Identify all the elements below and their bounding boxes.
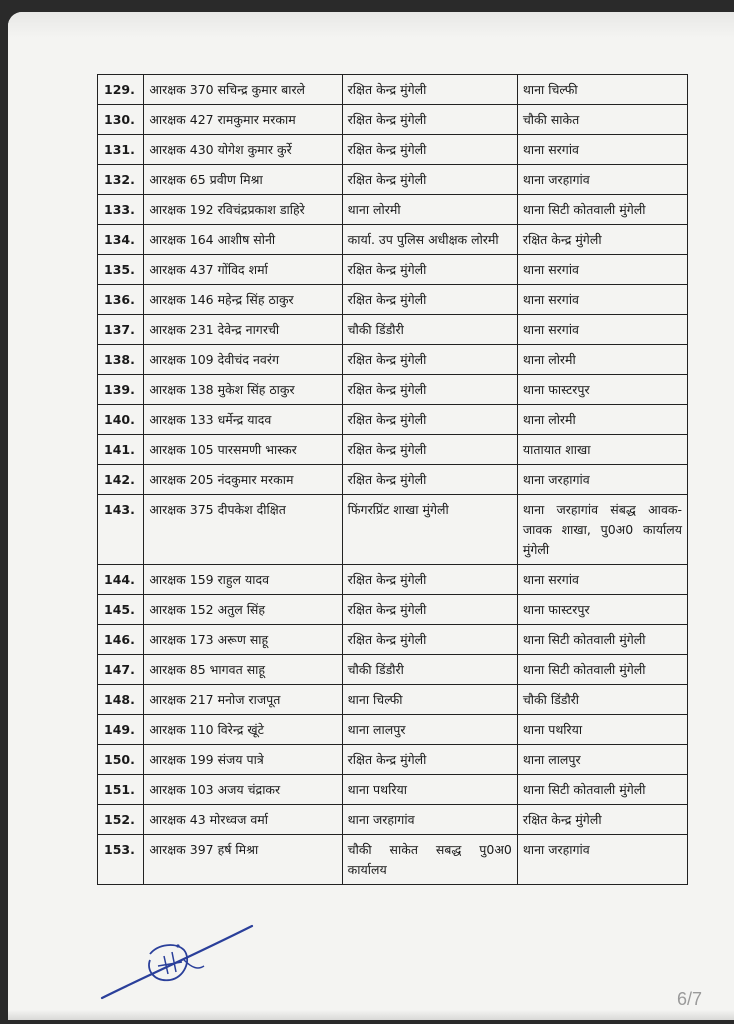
- posted-to: थाना सरगांव: [517, 565, 687, 595]
- page-number: 6/7: [676, 989, 702, 1009]
- serial-number: 140.: [98, 405, 144, 435]
- table-row: [98, 105, 688, 135]
- posted-to: थाना चिल्फी: [517, 75, 687, 105]
- posted-to: रक्षित केन्द्र मुंगेली: [517, 225, 687, 255]
- posted-to: थाना फास्टरपुर: [517, 375, 687, 405]
- transfer-table-body: [98, 75, 688, 885]
- employee-name: आरक्षक 133 धर्मेन्द्र यादव: [144, 405, 342, 435]
- posted-to: थाना लोरमी: [517, 345, 687, 375]
- table-row: [98, 655, 688, 685]
- employee-name: आरक्षक 110 विरेन्द्र खूंटे: [144, 715, 342, 745]
- employee-name: आरक्षक 427 रामकुमार मरकाम: [144, 105, 342, 135]
- posted-from: रक्षित केन्द्र मुंगेली: [342, 285, 517, 315]
- posted-to: यातायात शाखा: [517, 435, 687, 465]
- serial-number: 150.: [98, 745, 144, 775]
- table-row: [98, 225, 688, 255]
- table-row: [98, 835, 688, 885]
- posted-to: थाना सरगांव: [517, 315, 687, 345]
- posted-to: थाना सिटी कोतवाली मुंगेली: [517, 625, 687, 655]
- table-row: [98, 495, 688, 565]
- employee-name: आरक्षक 85 भागवत साहू: [144, 655, 342, 685]
- table-row: [98, 315, 688, 345]
- table-row: [98, 165, 688, 195]
- posted-to: थाना सरगांव: [517, 255, 687, 285]
- posted-from: रक्षित केन्द्र मुंगेली: [342, 255, 517, 285]
- table-row: [98, 195, 688, 225]
- posted-from: रक्षित केन्द्र मुंगेली: [342, 405, 517, 435]
- serial-number: 148.: [98, 685, 144, 715]
- serial-number: 131.: [98, 135, 144, 165]
- serial-number: 137.: [98, 315, 144, 345]
- posted-to: थाना फास्टरपुर: [517, 595, 687, 625]
- serial-number: 134.: [98, 225, 144, 255]
- table-row: [98, 405, 688, 435]
- serial-number: 151.: [98, 775, 144, 805]
- posted-from: चौकी साकेत सबद्ध पु0अ0 कार्यालय: [342, 835, 517, 885]
- posted-from: रक्षित केन्द्र मुंगेली: [342, 75, 517, 105]
- posted-from: रक्षित केन्द्र मुंगेली: [342, 345, 517, 375]
- posted-from: रक्षित केन्द्र मुंगेली: [342, 375, 517, 405]
- employee-name: आरक्षक 437 गोंविद शर्मा: [144, 255, 342, 285]
- posted-from: रक्षित केन्द्र मुंगेली: [342, 595, 517, 625]
- serial-number: 139.: [98, 375, 144, 405]
- employee-name: आरक्षक 152 अतुल सिंह: [144, 595, 342, 625]
- posted-from: रक्षित केन्द्र मुंगेली: [342, 745, 517, 775]
- document-page: [8, 12, 734, 1020]
- table-row: [98, 685, 688, 715]
- posted-from: कार्या. उप पुलिस अधीक्षक लोरमी: [342, 225, 517, 255]
- employee-name: आरक्षक 173 अरूण साहू: [144, 625, 342, 655]
- posted-from: थाना लालपुर: [342, 715, 517, 745]
- posted-from: रक्षित केन्द्र मुंगेली: [342, 435, 517, 465]
- employee-name: आरक्षक 397 हर्ष मिश्रा: [144, 835, 342, 885]
- employee-name: आरक्षक 138 मुकेश सिंह ठाकुर: [144, 375, 342, 405]
- posted-from: फिंगरप्रिंट शाखा मुंगेली: [342, 495, 517, 565]
- table-row: [98, 435, 688, 465]
- table-row: [98, 75, 688, 105]
- serial-number: 133.: [98, 195, 144, 225]
- table-row: [98, 375, 688, 405]
- employee-name: आरक्षक 370 सचिन्द्र कुमार बारले: [144, 75, 342, 105]
- employee-name: आरक्षक 164 आशीष सोनी: [144, 225, 342, 255]
- posted-to: थाना सिटी कोतवाली मुंगेली: [517, 195, 687, 225]
- posted-from: रक्षित केन्द्र मुंगेली: [342, 465, 517, 495]
- posted-from: रक्षित केन्द्र मुंगेली: [342, 165, 517, 195]
- serial-number: 145.: [98, 595, 144, 625]
- table-row: [98, 465, 688, 495]
- serial-number: 142.: [98, 465, 144, 495]
- posted-to: चौकी साकेत: [517, 105, 687, 135]
- employee-name: आरक्षक 65 प्रवीण मिश्रा: [144, 165, 342, 195]
- posted-from: थाना लोरमी: [342, 195, 517, 225]
- serial-number: 149.: [98, 715, 144, 745]
- table-row: [98, 135, 688, 165]
- posted-from: चौकी डिंडौरी: [342, 655, 517, 685]
- posted-to: थाना सिटी कोतवाली मुंगेली: [517, 775, 687, 805]
- posted-to: रक्षित केन्द्र मुंगेली: [517, 805, 687, 835]
- posted-to: थाना पथरिया: [517, 715, 687, 745]
- posted-to: थाना सरगांव: [517, 285, 687, 315]
- serial-number: 138.: [98, 345, 144, 375]
- table-row: [98, 345, 688, 375]
- employee-name: आरक्षक 205 नंदकुमार मरकाम: [144, 465, 342, 495]
- serial-number: 146.: [98, 625, 144, 655]
- employee-name: आरक्षक 192 रविचंद्रप्रकाश डाहिरे: [144, 195, 342, 225]
- table-row: [98, 625, 688, 655]
- posted-to: थाना सिटी कोतवाली मुंगेली: [517, 655, 687, 685]
- employee-name: आरक्षक 109 देवीचंद नवरंग: [144, 345, 342, 375]
- employee-name: आरक्षक 217 मनोज राजपूत: [144, 685, 342, 715]
- posted-to: थाना लालपुर: [517, 745, 687, 775]
- posted-from: रक्षित केन्द्र मुंगेली: [342, 625, 517, 655]
- employee-name: आरक्षक 43 मोरध्वज वर्मा: [144, 805, 342, 835]
- table-row: [98, 595, 688, 625]
- table-row: [98, 745, 688, 775]
- posted-to: थाना जरहागांव: [517, 465, 687, 495]
- serial-number: 144.: [98, 565, 144, 595]
- posted-to: थाना जरहागांव संबद्ध आवक-जावक शाखा, पु0अ0 कार्यालय मुंगेली: [517, 495, 687, 565]
- table-row: [98, 775, 688, 805]
- employee-name: आरक्षक 430 योगेश कुमार कुर्रे: [144, 135, 342, 165]
- employee-name: आरक्षक 375 दीपकेश दीक्षित: [144, 495, 342, 565]
- posted-from: रक्षित केन्द्र मुंगेली: [342, 105, 517, 135]
- posted-to: थाना लोरमी: [517, 405, 687, 435]
- posted-to: थाना सरगांव: [517, 135, 687, 165]
- table-row: [98, 255, 688, 285]
- serial-number: 153.: [98, 835, 144, 885]
- table-row: [98, 565, 688, 595]
- posted-to: थाना जरहागांव: [517, 165, 687, 195]
- posted-from: थाना जरहागांव: [342, 805, 517, 835]
- serial-number: 136.: [98, 285, 144, 315]
- table-row: [98, 285, 688, 315]
- serial-number: 130.: [98, 105, 144, 135]
- employee-name: आरक्षक 105 पारसमणी भास्कर: [144, 435, 342, 465]
- page-bottom-edge: [8, 1010, 734, 1020]
- posted-to: थाना जरहागांव: [517, 835, 687, 885]
- employee-name: आरक्षक 159 राहुल यादव: [144, 565, 342, 595]
- posted-from: रक्षित केन्द्र मुंगेली: [342, 135, 517, 165]
- serial-number: 143.: [98, 495, 144, 565]
- serial-number: 152.: [98, 805, 144, 835]
- serial-number: 147.: [98, 655, 144, 685]
- employee-name: आरक्षक 146 महेन्द्र सिंह ठाकुर: [144, 285, 342, 315]
- posted-from: थाना चिल्फी: [342, 685, 517, 715]
- serial-number: 135.: [98, 255, 144, 285]
- posted-from: रक्षित केन्द्र मुंगेली: [342, 565, 517, 595]
- employee-name: आरक्षक 199 संजय पात्रे: [144, 745, 342, 775]
- transfer-table: [97, 74, 688, 885]
- page-top-edge: [8, 12, 734, 38]
- employee-name: आरक्षक 103 अजय चंद्राकर: [144, 775, 342, 805]
- signature-icon: [92, 916, 262, 1006]
- table-row: [98, 805, 688, 835]
- employee-name: आरक्षक 231 देवेन्द्र नागरची: [144, 315, 342, 345]
- posted-to: चौकी डिंडौरी: [517, 685, 687, 715]
- posted-from: थाना पथरिया: [342, 775, 517, 805]
- serial-number: 132.: [98, 165, 144, 195]
- table-row: [98, 715, 688, 745]
- serial-number: 129.: [98, 75, 144, 105]
- posted-from: चौकी डिंडौरी: [342, 315, 517, 345]
- serial-number: 141.: [98, 435, 144, 465]
